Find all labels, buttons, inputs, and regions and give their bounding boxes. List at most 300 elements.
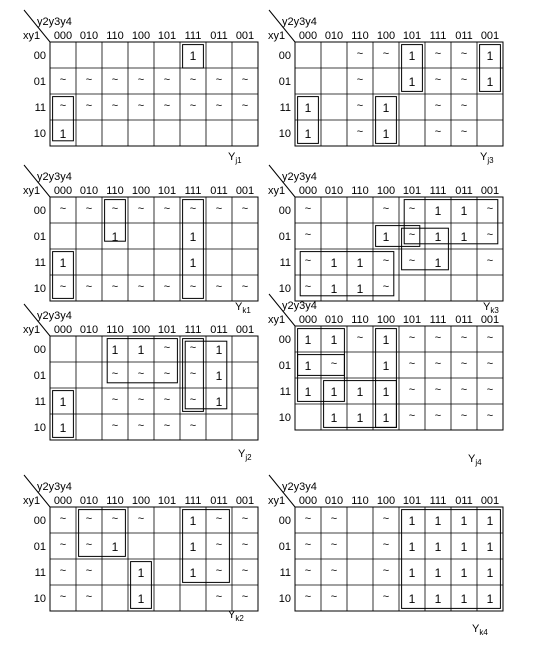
- column-code: 101: [402, 495, 422, 507]
- dont-care-cell: ~: [215, 281, 223, 293]
- one-cell: 1: [189, 230, 197, 244]
- one-cell: 1: [59, 421, 67, 435]
- karnaugh-map-3: [23, 165, 258, 315]
- one-cell: 1: [304, 333, 312, 347]
- function-label-subscript: j4: [475, 458, 482, 467]
- column-code: 111: [184, 324, 202, 336]
- one-cell: 1: [304, 127, 312, 141]
- one-cell: 1: [304, 101, 312, 115]
- column-code: 000: [298, 314, 318, 326]
- column-code: 001: [235, 185, 255, 197]
- dont-care-cell: ~: [408, 332, 416, 344]
- row-variables-label: xy1: [23, 495, 41, 507]
- column-code: 000: [53, 324, 73, 336]
- column-code: 001: [235, 495, 255, 507]
- dont-care-cell: ~: [434, 100, 442, 112]
- column-code: 011: [210, 185, 228, 197]
- one-cell: 1: [382, 333, 390, 347]
- dont-care-cell: ~: [434, 410, 442, 422]
- one-cell: 1: [460, 540, 468, 554]
- dont-care-cell: ~: [382, 281, 390, 293]
- one-cell: 1: [408, 592, 416, 606]
- dont-care-cell: ~: [304, 281, 312, 293]
- column-code: 100: [376, 185, 396, 197]
- dont-care-cell: ~: [137, 368, 145, 380]
- row-code: 00: [33, 344, 46, 356]
- one-cell: 1: [382, 359, 390, 373]
- dont-care-cell: ~: [486, 384, 494, 396]
- row-code: 10: [278, 412, 291, 424]
- dont-care-cell: ~: [356, 126, 364, 138]
- one-cell: 1: [111, 230, 119, 244]
- dont-care-cell: ~: [85, 513, 93, 525]
- dont-care-cell: ~: [137, 513, 145, 525]
- column-code: 101: [157, 495, 177, 507]
- column-code: 001: [480, 495, 500, 507]
- one-cell: 1: [434, 256, 442, 270]
- row-variables-label: xy1: [268, 185, 286, 197]
- row-code: 10: [278, 283, 291, 295]
- one-cell: 1: [486, 540, 494, 554]
- dont-care-cell: ~: [163, 368, 171, 380]
- dont-care-cell: ~: [408, 358, 416, 370]
- column-code: 011: [455, 185, 473, 197]
- dont-care-cell: ~: [434, 384, 442, 396]
- dont-care-cell: ~: [137, 74, 145, 86]
- one-cell: 1: [408, 566, 416, 580]
- dont-care-cell: ~: [382, 565, 390, 577]
- dont-care-cell: ~: [85, 539, 93, 551]
- column-code: 001: [480, 314, 500, 326]
- function-label-subscript: j3: [487, 156, 494, 165]
- dont-care-cell: ~: [111, 100, 119, 112]
- column-code: 001: [480, 30, 500, 42]
- dont-care-cell: ~: [189, 394, 197, 406]
- row-code: 01: [278, 76, 291, 88]
- dont-care-cell: ~: [111, 74, 119, 86]
- column-code: 111: [429, 30, 447, 42]
- row-variables-label: xy1: [23, 30, 41, 42]
- column-code: 011: [210, 324, 228, 336]
- function-label: [235, 301, 251, 315]
- row-code: 10: [278, 593, 291, 605]
- row-code: 00: [278, 205, 291, 217]
- function-label-subscript: k1: [242, 306, 251, 315]
- one-cell: 1: [189, 256, 197, 270]
- dont-care-cell: ~: [408, 203, 416, 215]
- dont-care-cell: ~: [111, 281, 119, 293]
- dont-care-cell: ~: [486, 255, 494, 267]
- row-code: 10: [33, 128, 46, 140]
- column-code: 000: [298, 185, 318, 197]
- dont-care-cell: ~: [189, 420, 197, 432]
- dont-care-cell: ~: [241, 591, 249, 603]
- dont-care-cell: ~: [85, 565, 93, 577]
- dont-care-cell: ~: [408, 255, 416, 267]
- dont-care-cell: ~: [356, 74, 364, 86]
- one-cell: 1: [215, 395, 223, 409]
- one-cell: 1: [434, 514, 442, 528]
- row-variables-label: xy1: [268, 314, 286, 326]
- one-cell: 1: [330, 256, 338, 270]
- column-code: 100: [131, 324, 151, 336]
- one-cell: 1: [189, 540, 197, 554]
- dont-care-cell: ~: [434, 48, 442, 60]
- row-code: 11: [34, 257, 46, 269]
- row-code: 00: [278, 334, 291, 346]
- row-code: 10: [33, 422, 46, 434]
- dont-care-cell: ~: [304, 513, 312, 525]
- one-cell: 1: [137, 566, 145, 580]
- column-code: 110: [351, 314, 369, 326]
- dont-care-cell: ~: [111, 203, 119, 215]
- dont-care-cell: ~: [486, 410, 494, 422]
- column-variables-label: y2y3y4: [282, 16, 317, 28]
- karnaugh-map-4: [268, 165, 503, 315]
- dont-care-cell: ~: [111, 420, 119, 432]
- column-code: 110: [351, 495, 369, 507]
- dont-care-cell: ~: [241, 513, 249, 525]
- dont-care-cell: ~: [215, 513, 223, 525]
- column-code: 111: [429, 495, 447, 507]
- dont-care-cell: ~: [460, 410, 468, 422]
- dont-care-cell: ~: [189, 100, 197, 112]
- dont-care-cell: ~: [486, 332, 494, 344]
- column-code: 011: [455, 314, 473, 326]
- dont-care-cell: ~: [111, 394, 119, 406]
- column-code: 001: [235, 30, 255, 42]
- one-cell: 1: [215, 369, 223, 383]
- dont-care-cell: ~: [59, 565, 67, 577]
- one-cell: 1: [59, 127, 67, 141]
- dont-care-cell: ~: [163, 342, 171, 354]
- karnaugh-map-6: [268, 294, 503, 467]
- row-variables-label: xy1: [23, 185, 41, 197]
- dont-care-cell: ~: [330, 591, 338, 603]
- dont-care-cell: ~: [460, 48, 468, 60]
- one-cell: 1: [330, 411, 338, 425]
- row-code: 11: [34, 102, 46, 114]
- dont-care-cell: ~: [241, 539, 249, 551]
- column-code: 100: [376, 314, 396, 326]
- function-label-subscript: k3: [490, 306, 499, 315]
- column-code: 110: [106, 185, 124, 197]
- one-cell: 1: [408, 49, 416, 63]
- dont-care-cell: ~: [59, 591, 67, 603]
- dont-care-cell: ~: [330, 358, 338, 370]
- function-label-main: Y: [483, 301, 491, 313]
- one-cell: 1: [460, 566, 468, 580]
- dont-care-cell: ~: [330, 539, 338, 551]
- column-code: 100: [131, 495, 151, 507]
- dont-care-cell: ~: [189, 342, 197, 354]
- dont-care-cell: ~: [304, 539, 312, 551]
- column-code: 101: [157, 30, 177, 42]
- dont-care-cell: ~: [85, 100, 93, 112]
- row-code: 00: [33, 50, 46, 62]
- column-code: 000: [298, 495, 318, 507]
- function-label: [468, 453, 482, 467]
- one-cell: 1: [111, 343, 119, 357]
- one-cell: 1: [460, 204, 468, 218]
- one-cell: 1: [460, 230, 468, 244]
- one-cell: 1: [189, 566, 197, 580]
- dont-care-cell: ~: [382, 591, 390, 603]
- function-label-main: Y: [235, 301, 243, 313]
- one-cell: 1: [215, 343, 223, 357]
- karnaugh-map-8: [268, 475, 503, 637]
- column-code: 010: [324, 30, 344, 42]
- dont-care-cell: ~: [241, 74, 249, 86]
- dont-care-cell: ~: [85, 74, 93, 86]
- row-code: 01: [33, 231, 46, 243]
- dont-care-cell: ~: [189, 203, 197, 215]
- column-code: 010: [79, 185, 99, 197]
- function-label: [483, 301, 499, 315]
- row-code: 01: [278, 541, 291, 553]
- row-code: 10: [33, 283, 46, 295]
- one-cell: 1: [460, 514, 468, 528]
- row-code: 10: [33, 593, 46, 605]
- dont-care-cell: ~: [163, 394, 171, 406]
- one-cell: 1: [189, 514, 197, 528]
- dont-care-cell: ~: [163, 74, 171, 86]
- one-cell: 1: [382, 411, 390, 425]
- column-code: 100: [131, 30, 151, 42]
- function-label-main: Y: [472, 623, 480, 635]
- column-code: 000: [53, 495, 73, 507]
- row-variables-label: xy1: [268, 30, 286, 42]
- one-cell: 1: [304, 385, 312, 399]
- one-cell: 1: [304, 359, 312, 373]
- row-code: 01: [278, 360, 291, 372]
- one-cell: 1: [330, 333, 338, 347]
- column-code: 101: [402, 185, 422, 197]
- column-code: 110: [106, 30, 124, 42]
- function-label-main: Y: [238, 448, 246, 460]
- dont-care-cell: ~: [434, 358, 442, 370]
- one-cell: 1: [356, 385, 364, 399]
- dont-care-cell: ~: [304, 565, 312, 577]
- dont-care-cell: ~: [241, 281, 249, 293]
- column-code: 111: [184, 185, 202, 197]
- function-label-main: Y: [480, 151, 488, 163]
- dont-care-cell: ~: [356, 48, 364, 60]
- dont-care-cell: ~: [382, 539, 390, 551]
- one-cell: 1: [330, 282, 338, 296]
- one-cell: 1: [408, 540, 416, 554]
- row-code: 11: [34, 567, 46, 579]
- dont-care-cell: ~: [304, 203, 312, 215]
- dont-care-cell: ~: [330, 513, 338, 525]
- dont-care-cell: ~: [434, 332, 442, 344]
- column-code: 010: [79, 324, 99, 336]
- row-code: 11: [279, 102, 291, 114]
- row-code: 11: [279, 257, 291, 269]
- dont-care-cell: ~: [85, 281, 93, 293]
- one-cell: 1: [486, 49, 494, 63]
- column-code: 110: [106, 495, 124, 507]
- karnaugh-map-7: [23, 475, 258, 623]
- dont-care-cell: ~: [215, 539, 223, 551]
- function-label-main: Y: [468, 453, 476, 465]
- column-variables-label: y2y3y4: [37, 310, 72, 322]
- dont-care-cell: ~: [215, 74, 223, 86]
- one-cell: 1: [486, 75, 494, 89]
- column-code: 110: [351, 30, 369, 42]
- dont-care-cell: ~: [460, 74, 468, 86]
- column-code: 010: [79, 30, 99, 42]
- function-label-subscript: k4: [479, 628, 488, 637]
- one-cell: 1: [408, 75, 416, 89]
- dont-care-cell: ~: [330, 565, 338, 577]
- function-label-subscript: j1: [235, 156, 242, 165]
- dont-care-cell: ~: [215, 591, 223, 603]
- dont-care-cell: ~: [85, 203, 93, 215]
- dont-care-cell: ~: [215, 100, 223, 112]
- dont-care-cell: ~: [59, 281, 67, 293]
- one-cell: 1: [356, 411, 364, 425]
- column-code: 001: [235, 324, 255, 336]
- dont-care-cell: ~: [408, 410, 416, 422]
- column-code: 110: [106, 324, 124, 336]
- dont-care-cell: ~: [356, 332, 364, 344]
- karnaugh-map-2: [268, 10, 503, 165]
- dont-care-cell: ~: [486, 203, 494, 215]
- dont-care-cell: ~: [163, 203, 171, 215]
- one-cell: 1: [434, 204, 442, 218]
- dont-care-cell: ~: [163, 281, 171, 293]
- dont-care-cell: ~: [189, 281, 197, 293]
- column-variables-label: y2y3y4: [37, 481, 72, 493]
- one-cell: 1: [434, 592, 442, 606]
- column-variables-label: y2y3y4: [37, 171, 72, 183]
- row-variables-label: xy1: [268, 495, 286, 507]
- column-code: 111: [429, 185, 447, 197]
- dont-care-cell: ~: [59, 100, 67, 112]
- column-code: 011: [210, 495, 228, 507]
- karnaugh-map-1: [23, 10, 258, 165]
- column-variables-label: y2y3y4: [282, 481, 317, 493]
- dont-care-cell: ~: [241, 565, 249, 577]
- row-code: 00: [278, 50, 291, 62]
- dont-care-cell: ~: [59, 539, 67, 551]
- dont-care-cell: ~: [304, 591, 312, 603]
- column-code: 101: [157, 324, 177, 336]
- row-code: 11: [279, 386, 291, 398]
- dont-care-cell: ~: [356, 100, 364, 112]
- dont-care-cell: ~: [137, 394, 145, 406]
- column-code: 011: [210, 30, 228, 42]
- dont-care-cell: ~: [304, 255, 312, 267]
- one-cell: 1: [356, 282, 364, 296]
- function-label-subscript: j2: [245, 453, 252, 462]
- function-label-main: Y: [228, 609, 236, 621]
- dont-care-cell: ~: [189, 74, 197, 86]
- one-cell: 1: [486, 566, 494, 580]
- row-code: 01: [33, 370, 46, 382]
- dont-care-cell: ~: [215, 203, 223, 215]
- one-cell: 1: [486, 514, 494, 528]
- column-code: 100: [376, 30, 396, 42]
- dont-care-cell: ~: [460, 332, 468, 344]
- one-cell: 1: [137, 343, 145, 357]
- dont-care-cell: ~: [460, 126, 468, 138]
- dont-care-cell: ~: [460, 100, 468, 112]
- column-code: 101: [402, 30, 422, 42]
- row-code: 00: [33, 515, 46, 527]
- one-cell: 1: [111, 540, 119, 554]
- one-cell: 1: [137, 592, 145, 606]
- column-code: 111: [429, 314, 447, 326]
- column-code: 101: [157, 185, 177, 197]
- dont-care-cell: ~: [59, 203, 67, 215]
- one-cell: 1: [434, 230, 442, 244]
- column-code: 000: [298, 30, 318, 42]
- dont-care-cell: ~: [460, 384, 468, 396]
- column-code: 100: [376, 495, 396, 507]
- function-label-main: Y: [228, 151, 236, 163]
- dont-care-cell: ~: [460, 358, 468, 370]
- dont-care-cell: ~: [241, 100, 249, 112]
- one-cell: 1: [330, 385, 338, 399]
- row-code: 11: [279, 567, 291, 579]
- column-code: 001: [480, 185, 500, 197]
- one-cell: 1: [486, 592, 494, 606]
- function-label: [238, 448, 252, 462]
- dont-care-cell: ~: [382, 203, 390, 215]
- one-cell: 1: [59, 256, 67, 270]
- column-code: 011: [455, 30, 473, 42]
- column-code: 111: [184, 495, 202, 507]
- dont-care-cell: ~: [215, 565, 223, 577]
- column-code: 000: [53, 185, 73, 197]
- row-code: 01: [33, 76, 46, 88]
- column-code: 010: [324, 185, 344, 197]
- row-code: 10: [278, 128, 291, 140]
- dont-care-cell: ~: [85, 591, 93, 603]
- function-label: [480, 151, 494, 165]
- one-cell: 1: [382, 127, 390, 141]
- dont-care-cell: ~: [486, 229, 494, 241]
- function-label-subscript: k2: [235, 614, 244, 623]
- dont-care-cell: ~: [163, 100, 171, 112]
- column-code: 110: [351, 185, 369, 197]
- row-code: 00: [33, 205, 46, 217]
- row-code: 01: [278, 231, 291, 243]
- dont-care-cell: ~: [137, 100, 145, 112]
- one-cell: 1: [434, 540, 442, 554]
- one-cell: 1: [189, 49, 197, 63]
- column-variables-label: y2y3y4: [282, 171, 317, 183]
- column-variables-label: y2y3y4: [282, 300, 317, 312]
- column-code: 100: [131, 185, 151, 197]
- karnaugh-map-5: [23, 304, 258, 462]
- dont-care-cell: ~: [111, 513, 119, 525]
- dont-care-cell: ~: [408, 229, 416, 241]
- dont-care-cell: ~: [137, 203, 145, 215]
- one-cell: 1: [408, 514, 416, 528]
- one-cell: 1: [356, 256, 364, 270]
- column-variables-label: y2y3y4: [37, 16, 72, 28]
- column-code: 011: [455, 495, 473, 507]
- column-code: 000: [53, 30, 73, 42]
- dont-care-cell: ~: [189, 368, 197, 380]
- row-code: 00: [278, 515, 291, 527]
- column-code: 101: [402, 314, 422, 326]
- row-code: 01: [33, 541, 46, 553]
- function-label: [228, 151, 242, 165]
